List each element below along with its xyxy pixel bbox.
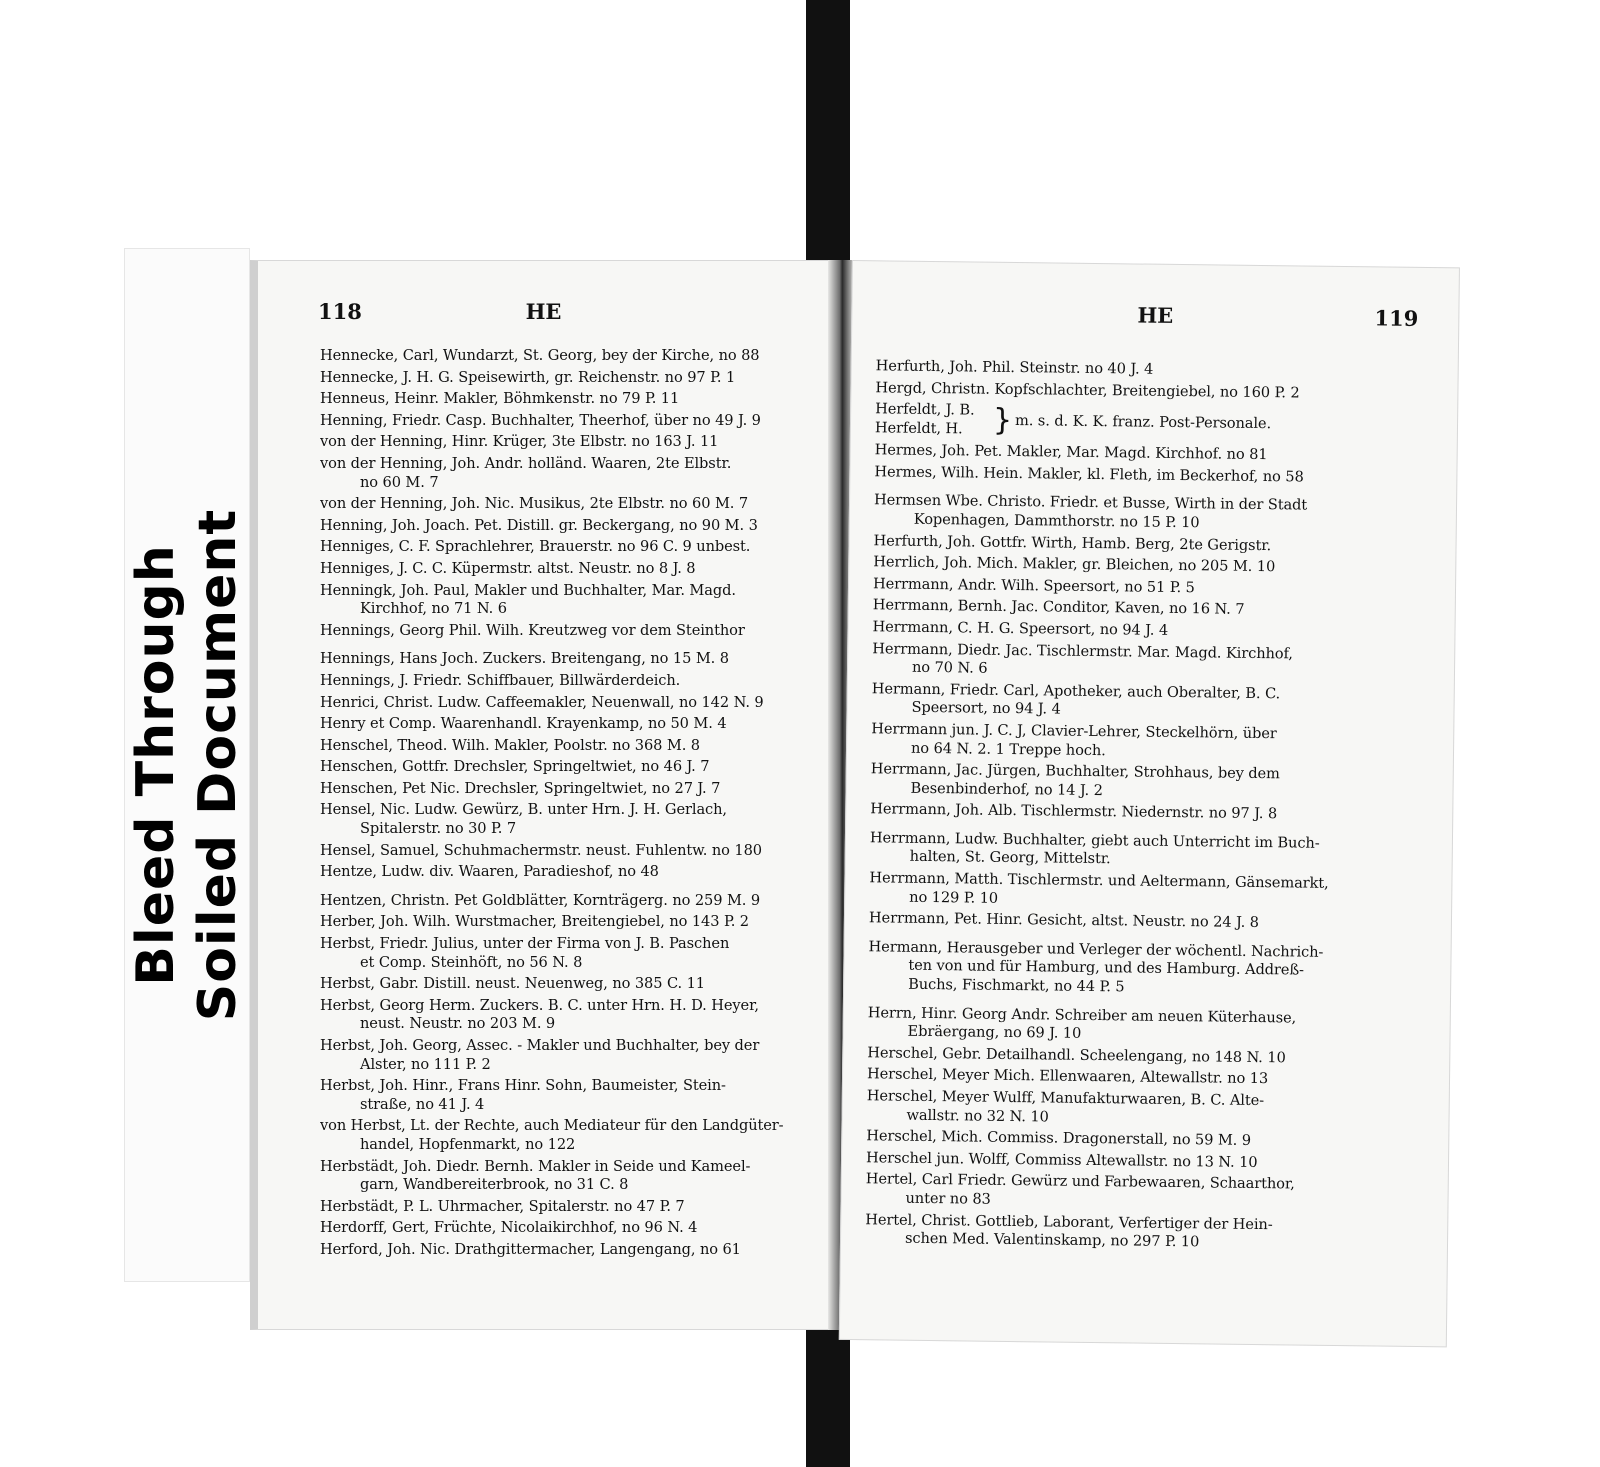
entry-line: Hennings, Hans Joch. Zuckers. Breitengang, no 15 M. 8 <box>320 650 729 668</box>
entry-line: Herrmann, Andr. Wilh. Speersort, no 51 P. 5 <box>872 575 1195 596</box>
entry-line: Henniges, J. C. C. Küpermstr. altst. Neustr. no 8 J. 8 <box>320 559 696 577</box>
entry-line: Herbst, Joh. Georg, Assec. - Makler und Buchhalter, bey der <box>320 1037 760 1054</box>
entry-line: Herbstädt, P. L. Uhrmacher, Spitalerstr. no 47 P. 7 <box>320 1197 685 1215</box>
directory-entries-right <box>865 357 1412 1257</box>
entry-continuation-line: handel, Hopfenmarkt, no 122 <box>360 1135 576 1153</box>
directory-entry <box>320 758 807 777</box>
directory-entry <box>320 495 807 514</box>
entry-continuation-line: Speersort, no 94 J. 4 <box>911 699 1061 718</box>
directory-entry <box>866 1149 1402 1174</box>
directory-entry <box>320 390 807 409</box>
entry-line: Henningk, Joh. Paul, Makler und Buchhalter, Mar. Magd. <box>320 581 736 599</box>
directory-entry <box>872 640 1408 684</box>
entry-line: von der Henning, Joh. Andr. holländ. Waaren, 2te Elbstr. <box>320 454 732 472</box>
directory-entry <box>866 1087 1402 1131</box>
directory-entry <box>320 1077 807 1114</box>
directory-entry <box>320 842 807 861</box>
directory-entry <box>320 913 807 932</box>
page-number: 119 <box>1374 305 1419 331</box>
directory-entry <box>873 597 1409 622</box>
entry-line: von Herbst, Lt. der Rechte, auch Mediateur für den Landgüter- <box>320 1117 784 1135</box>
entry-continuation-line: no 70 N. 6 <box>911 658 988 677</box>
entry-line: Hennecke, J. H. G. Speisewirth, gr. Reichenstr. no 97 P. 1 <box>320 368 736 386</box>
directory-entry <box>873 532 1409 557</box>
entry-line: Hensel, Samuel, Schuhmachermstr. neust. Fuhlentw. no 180 <box>320 841 762 859</box>
directory-entry <box>320 582 807 619</box>
entry-line: Henschel, Theod. Wilh. Makler, Poolstr. no 368 M. 8 <box>320 736 700 754</box>
entry-line: Herrmann, C. H. G. Speersort, no 94 J. 4 <box>872 618 1169 639</box>
page-caption: HE <box>1137 302 1174 328</box>
entry-line: Hergd, Christn. Kopfschlachter, Breitengiebel, no 160 P. 2 <box>875 378 1300 402</box>
entry-line: Hentze, Ludw. div. Waaren, Paradieshof, no 48 <box>320 863 659 881</box>
directory-entry <box>873 553 1409 578</box>
directory-entry <box>320 1158 807 1195</box>
stamp-column-soiled <box>187 249 249 1281</box>
directory-entry <box>320 715 807 734</box>
entry-continuation-line: Ebräergang, no 69 J. 10 <box>907 1022 1082 1043</box>
entry-line: Herschel, Gebr. Detailhandl. Scheelengang, no 148 N. 10 <box>867 1044 1286 1067</box>
entry-line: von der Henning, Joh. Nic. Musikus, 2te Elbstr. no 60 M. 7 <box>320 495 749 513</box>
directory-entry <box>872 618 1408 643</box>
entry-line: Herschel, Meyer Wulff, Manufakturwaaren, B. C. Alte- <box>866 1087 1265 1110</box>
page-caption: HE <box>525 299 562 324</box>
entry-line: Henning, Friedr. Casp. Buchhalter, Theerhof, über no 49 J. 9 <box>320 411 761 429</box>
document-condition-label <box>124 248 250 1282</box>
directory-entry <box>866 1127 1402 1152</box>
entry-line: Henneus, Heinr. Makler, Böhmkenstr. no 79 P. 11 <box>320 390 680 408</box>
entry-line: Herdorff, Gert, Früchte, Nicolaikirchhof, no 96 N. 4 <box>320 1219 698 1237</box>
stamp-column-bleed <box>125 249 187 1281</box>
binding-strip-top <box>806 0 850 262</box>
directory-entry <box>320 369 807 388</box>
entry-continuation-line: Buchs, Fischmarkt, no 44 P. 5 <box>908 975 1125 996</box>
directory-entries-left <box>320 347 807 1263</box>
directory-entry <box>865 1211 1401 1255</box>
entries-group-after <box>865 441 1411 1254</box>
directory-entry <box>320 672 807 691</box>
directory-entry <box>320 892 807 911</box>
directory-entry <box>870 829 1406 873</box>
directory-entry <box>873 575 1409 600</box>
directory-entry <box>320 863 807 882</box>
directory-entry <box>320 538 807 557</box>
entry-line: Herschel, Mich. Commiss. Dragonerstall, no 59 M. 9 <box>866 1127 1252 1150</box>
entries-group-before <box>875 357 1411 404</box>
entry-continuation-line: halten, St. Georg, Mittelstr. <box>909 848 1111 868</box>
directory-entry <box>320 622 807 641</box>
entry-line: Herbst, Friedr. Julius, unter der Firma von J. B. Paschen <box>320 935 730 953</box>
entry-line: Herford, Joh. Nic. Drathgittermacher, Langengang, no 61 <box>320 1240 741 1258</box>
entry-line: Herbst, Gabr. Distill. neust. Neuenweg, no 385 C. 11 <box>320 975 705 993</box>
page-number: 118 <box>318 299 362 324</box>
entry-line: Herfurth, Joh. Gottfr. Wirth, Hamb. Berg, 2te Gerigstr. <box>873 531 1272 554</box>
brace-entry <box>875 400 1411 445</box>
entry-continuation-line: garn, Wandbereiterbrook, no 31 C. 8 <box>360 1176 629 1194</box>
entry-continuation-line: no 129 P. 10 <box>909 888 999 907</box>
directory-entry <box>320 801 807 838</box>
directory-entry <box>320 347 807 366</box>
entry-continuation-line: no 64 N. 2. 1 Treppe hoch. <box>910 739 1106 759</box>
entry-continuation-line: unter no 83 <box>905 1189 991 1208</box>
entry-line: Herbstädt, Joh. Diedr. Bernh. Makler in Seide und Kameel- <box>320 1157 751 1175</box>
directory-entry <box>870 760 1406 804</box>
entry-description: m. s. d. K. K. franz. Post-Personale. <box>1014 412 1272 433</box>
directory-entry <box>320 975 807 994</box>
entry-line: Hennecke, Carl, Wundarzt, St. Georg, bey der Kirche, no 88 <box>320 347 760 364</box>
entry-line: Herrmann, Pet. Hinr. Gesicht, altst. Neustr. no 24 J. 8 <box>868 909 1260 932</box>
entry-line: Herbst, Joh. Hinr., Frans Hinr. Sohn, Baumeister, Stein- <box>320 1077 726 1095</box>
entry-line: Henschen, Gottfr. Drechsler, Springeltwiet, no 46 J. 7 <box>320 758 710 776</box>
entry-continuation-line: schen Med. Valentinskamp, no 297 P. 10 <box>904 1229 1200 1251</box>
entry-continuation-line: Kopenhagen, Dammthorstr. no 15 P. 10 <box>913 510 1200 532</box>
directory-entry <box>320 1117 807 1154</box>
directory-entry <box>320 1241 807 1260</box>
left-page <box>250 260 830 1330</box>
directory-entry <box>320 935 807 972</box>
stamp-bleed-through: Bleed Through <box>126 544 186 986</box>
directory-entry <box>320 650 807 669</box>
entry-line: Herrmann, Ludw. Buchhalter, giebt auch Unterricht im Buch- <box>869 829 1320 852</box>
directory-entry <box>320 997 807 1034</box>
directory-entry <box>320 560 807 579</box>
directory-entry <box>320 1198 807 1217</box>
stamp-soiled-document: Soiled Document <box>188 508 248 1022</box>
binding-strip-bottom <box>806 1330 850 1467</box>
entry-line: Herrmann, Jac. Jürgen, Buchhalter, Strohhaus, bey dem <box>870 760 1280 783</box>
entry-line: Hennings, J. Friedr. Schiffbauer, Billwärderdeich. <box>320 671 681 689</box>
entry-line: Hermes, Wilh. Hein. Makler, kl. Fleth, im Beckerhof, no 58 <box>874 463 1304 486</box>
entry-continuation-line: neust. Neustr. no 203 M. 9 <box>360 1015 556 1033</box>
entry-continuation-line: Alster, no 111 P. 2 <box>360 1055 491 1073</box>
entry-line: Herrmann, Diedr. Jac. Tischlermstr. Mar. Magd. Kirchhof, <box>872 639 1293 662</box>
entry-line: Hertel, Carl Friedr. Gewürz und Farbewaaren, Schaarthor, <box>865 1170 1295 1193</box>
brace-symbol: } <box>992 402 1013 439</box>
entry-line: Herrlich, Joh. Mich. Makler, gr. Bleichen, no 205 M. 10 <box>873 553 1276 576</box>
directory-entry <box>320 455 807 492</box>
entry-line: Hermann, Friedr. Carl, Apotheker, auch Oberalter, B. C. <box>871 679 1281 702</box>
directory-entry <box>871 680 1407 724</box>
directory-entry <box>876 357 1412 382</box>
directory-entry <box>871 720 1407 764</box>
directory-entry <box>867 1066 1403 1091</box>
entry-line: Hentzen, Christn. Pet Goldblätter, Kornträgerg. no 259 M. 9 <box>320 891 761 909</box>
directory-entry <box>867 1004 1403 1048</box>
entry-continuation-line: Spitalerstr. no 30 P. 7 <box>360 820 517 838</box>
directory-entry <box>865 1171 1401 1215</box>
entry-continuation-line: Kirchhof, no 71 N. 6 <box>360 600 507 618</box>
right-page-header <box>852 299 1458 336</box>
entry-line: Henning, Joh. Joach. Pet. Distill. gr. Beckergang, no 90 M. 3 <box>320 516 758 534</box>
entry-line: Henniges, C. F. Sprachlehrer, Brauerstr. no 96 C. 9 unbest. <box>320 538 751 556</box>
directory-entry <box>875 379 1411 404</box>
entry-continuation-line: et Comp. Steinhöft, no 56 N. 8 <box>360 953 583 971</box>
directory-entry <box>320 737 807 756</box>
entry-continuation-line: wallstr. no 32 N. 10 <box>906 1106 1049 1126</box>
entry-line: Hermes, Joh. Pet. Makler, Mar. Magd. Kirchhof. no 81 <box>874 441 1268 464</box>
open-book <box>250 260 1460 1340</box>
left-page-header <box>258 299 829 329</box>
entry-line: Henrici, Christ. Ludw. Caffeemakler, Neuenwall, no 142 N. 9 <box>320 693 764 711</box>
entry-line: Herschel jun. Wolff, Commiss Altewallstr. no 13 N. 10 <box>865 1149 1258 1171</box>
directory-entry <box>320 780 807 799</box>
entry-line: Herfurth, Joh. Phil. Steinstr. no 40 J. 4 <box>875 357 1154 378</box>
directory-entry <box>320 433 807 452</box>
directory-entry <box>320 1037 807 1074</box>
entry-line: Henry et Comp. Waarenhandl. Krayenkamp, no 50 M. 4 <box>320 715 727 733</box>
entry-line: Hertel, Christ. Gottlieb, Laborant, Verfertiger der Hein- <box>865 1210 1273 1233</box>
entry-line: Henschen, Pet Nic. Drechsler, Springeltwiet, no 27 J. 7 <box>320 779 721 797</box>
entry-line: Herrmann, Bernh. Jac. Conditor, Kaven, no 16 N. 7 <box>872 596 1245 619</box>
entry-line: Herrmann jun. J. C. J, Clavier-Lehrer, Steckelhörn, über <box>871 720 1277 743</box>
entry-line: Hensel, Nic. Ludw. Gewürz, B. unter Hrn. J. H. Gerlach, <box>320 801 727 819</box>
entry-line: Hermsen Wbe. Christo. Friedr. et Busse, Wirth in der Stadt <box>873 491 1308 514</box>
entry-continuation-line: ten von und für Hamburg, und des Hamburg. Addreß- <box>908 957 1304 980</box>
directory-entry <box>320 694 807 713</box>
entry-continuation-line: Besenbinderhof, no 14 J. 2 <box>910 779 1103 799</box>
directory-entry <box>869 910 1405 935</box>
entry-continuation-line: no 60 M. 7 <box>360 473 439 491</box>
entry-line: Herschel, Meyer Mich. Ellenwaaren, Altewallstr. no 13 <box>866 1065 1269 1088</box>
directory-entry <box>320 517 807 536</box>
entry-line: von der Henning, Hinr. Krüger, 3te Elbstr. no 163 J. 11 <box>320 433 719 451</box>
entry-line: Herrmann, Joh. Alb. Tischlermstr. Niedernstr. no 97 J. 8 <box>870 800 1278 823</box>
entry-line: Hermann, Herausgeber und Verleger der wöchentl. Nachrich- <box>868 938 1324 961</box>
entry-line: Herber, Joh. Wilh. Wurstmacher, Breitengiebel, no 143 P. 2 <box>320 913 749 931</box>
directory-entry <box>870 801 1406 826</box>
directory-entry <box>869 869 1405 913</box>
entry-name: Herfeldt, H. <box>874 419 963 438</box>
entry-line: Hennings, Georg Phil. Wilh. Kreutzweg vor dem Steinthor <box>320 621 745 639</box>
entry-line: Herrmann, Matth. Tischlermstr. und Aeltermann, Gänsemarkt, <box>869 869 1329 892</box>
directory-entry <box>867 1044 1403 1069</box>
entry-line: Herbst, Georg Herm. Zuckers. B. C. unter Hrn. H. D. Heyer, <box>320 996 759 1014</box>
entry-name: Herfeldt, J. B. <box>875 400 975 419</box>
entry-line: Herrn, Hinr. Georg Andr. Schreiber am neuen Küterhause, <box>867 1003 1297 1027</box>
right-page <box>839 260 1460 1347</box>
directory-entry <box>875 441 1411 466</box>
directory-entry <box>320 1219 807 1238</box>
entry-continuation-line: straße, no 41 J. 4 <box>360 1095 485 1113</box>
directory-entry <box>868 938 1405 1000</box>
directory-entry <box>874 492 1410 536</box>
directory-entry <box>874 463 1410 488</box>
directory-entry <box>320 412 807 431</box>
